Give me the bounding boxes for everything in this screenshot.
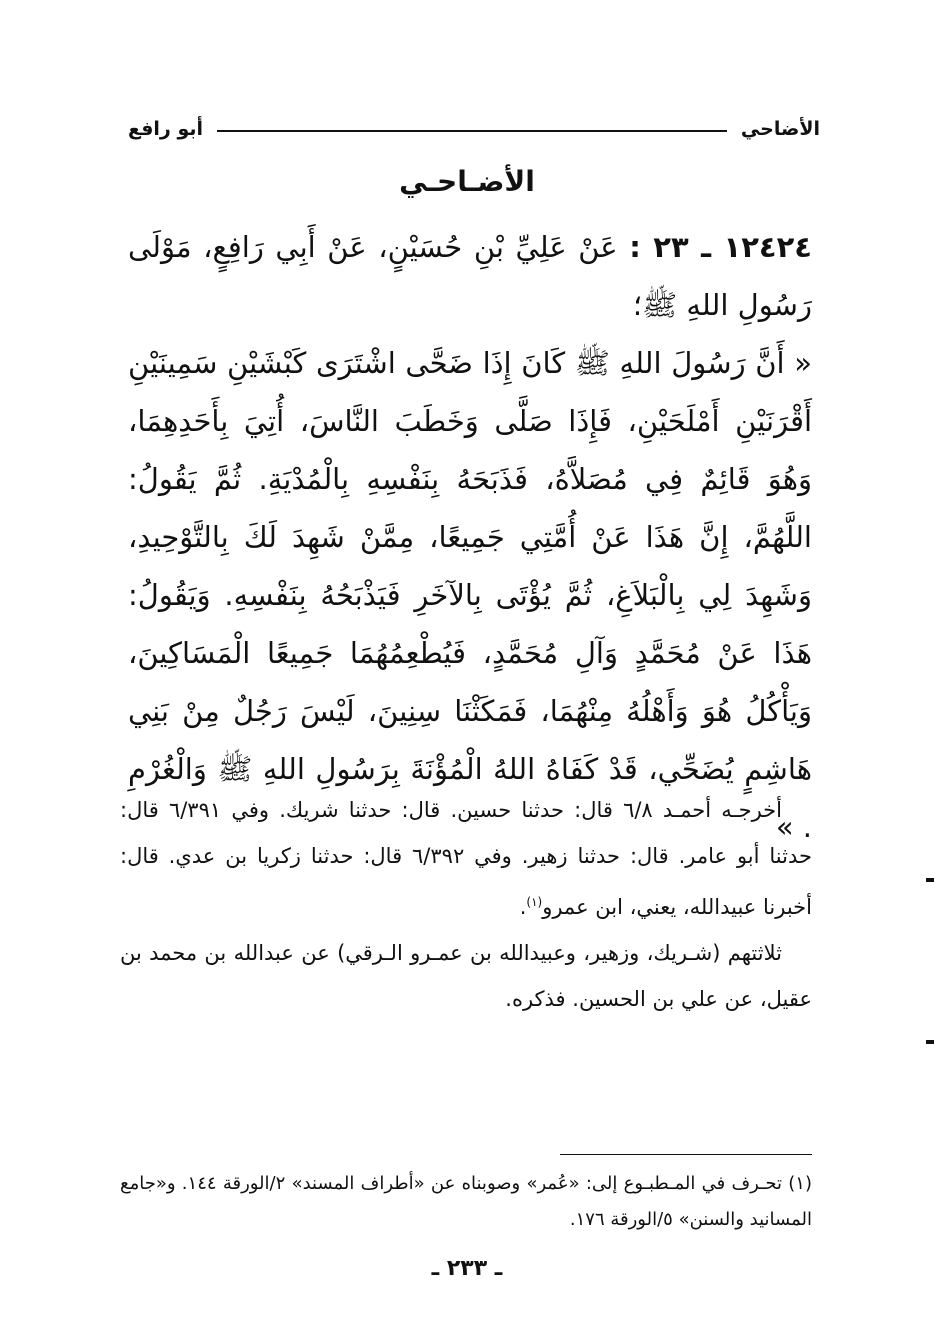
takhrij-paragraph-1 (120, 787, 812, 930)
footnote-reference: (١) (526, 895, 543, 909)
hadith-isnad-line (128, 218, 812, 334)
takhrij-section (120, 787, 812, 1022)
hadith-matn: « أَنَّ رَسُولَ اللهِ ﷺ كَانَ إِذَا ضَحَّى اشْتَرَى كَبْشَيْنِ سَمِينَيْنِ أَقْرَنَيْنِ أَمْلَحَيْنِ، فَإِذَا صَلَّى وَخَطَبَ النَّاسَ، أُتِيَ بِأَحَدِهِمَا، وَهُوَ قَائِمٌ فِي مُصَلاَّهُ، فَذَبَحَهُ بِنَفْسِهِ بِالْمُدْيَةِ. ثُمَّ يَقُولُ: اللَّهُمَّ، إِنَّ هَذَا عَنْ أُمَّتِي جَمِيعًا، مِمَّنْ شَهِدَ لَكَ بِالتَّوْحِيدِ، وَشَهِدَ لِي بِالْبَلاَغِ، ثُمَّ يُؤْتَى بِالآخَرِ فَيَذْبَحُهُ بِنَفْسِهِ. وَيَقُولُ: هَذَا عَنْ مُحَمَّدٍ وَآلِ مُحَمَّدٍ، فَيُطْعِمُهُمَا جَمِيعًا الْمَسَاكِينَ، وَيَأْكُلُ هُوَ وَأَهْلُهُ مِنْهُمَا، فَمَكَثْنَا سِنِينَ، لَيْسَ رَجُلٌ مِنْ بَنِي هَاشِمٍ يُضَحِّي، قَدْ كَفَاهُ اللهُ الْمُؤْنَةَ بِرَسُولِ اللهِ ﷺ وَالْغُرْمِ . » (128, 346, 812, 844)
running-header (128, 112, 820, 146)
chapter-title: الأضـاحـي (399, 165, 535, 198)
footnote-1: (١) تحـرف في المـطبـوع إلى: «عُمر» وصوبناه عن «أطراف المسند» ٢/الورقة ١٤٤. و«جامع المسانيد والسنن» ٥/الورقة ١٧٦. (120, 1173, 812, 1230)
takhrij-text-1-end: . (519, 895, 527, 919)
takhrij-paragraph-2: ثلاثتهم (شـريك، وزهير، وعبيدالله بن عمـرو الـرقي) عن عبدالله بن محمد بن عقيل، عن علي بن الحسين. فذكره. (120, 941, 812, 1011)
margin-mark (926, 878, 934, 882)
page-number: ـ ٢٣٣ ـ (431, 1256, 503, 1281)
header-rule (217, 130, 727, 132)
hadith-isnad: عَنْ عَلِيِّ بْنِ حُسَيْنٍ، عَنْ أَبِي رَافِعٍ، مَوْلَى رَسُولِ اللهِ ﷺ؛ (128, 230, 812, 322)
takhrij-text-1: أخرجـه أحمـد ٦/٨ قال: حدثنا حسين. قال: حدثنا شريك. وفي ٦/٣٩١ قال: حدثنا أبو عامر. قال: حدثنا زهير. وفي ٦/٣٩٢ قال: حدثنا زكريا بن عدي. قال: أخبرنا عبيدالله، يعني، ابن عمرو (120, 798, 812, 919)
hadith-body (128, 218, 812, 856)
footnote-section (120, 1166, 812, 1238)
footnote-rule (560, 1154, 812, 1155)
hadith-number: ١٢٤٢٤ ـ ٢٣ : (629, 230, 813, 264)
running-header-narrator: أبو رافع (128, 118, 204, 140)
running-header-chapter: الأضاحي (740, 118, 820, 140)
margin-mark (926, 1040, 934, 1044)
